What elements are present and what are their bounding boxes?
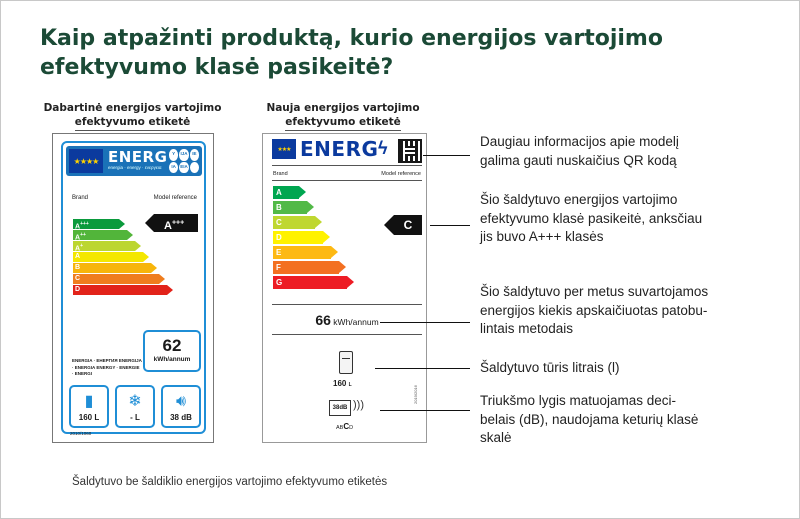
- page-title: Kaip atpažinti produktą, kurio energijos vartojimo efektyvumo klasė pasikeitė?: [40, 26, 663, 80]
- language-badge: [190, 162, 199, 174]
- new-energ-text: ENERG: [300, 137, 379, 161]
- old-freezer-value: - L: [130, 413, 140, 422]
- language-badge: IE: [190, 149, 199, 161]
- new-kwh-unit: kWh/annum: [333, 317, 379, 327]
- language-badge: Y: [169, 149, 178, 161]
- divider: [272, 304, 422, 305]
- annotation-qr: [480, 133, 780, 170]
- old-volume-value: 160 L: [78, 413, 100, 422]
- language-badge: ΕΙΑ: [179, 162, 188, 174]
- annotation-class-line2: efektyvumo klasė pasikeitė, anksčiau: [480, 210, 703, 226]
- annotation-energy-line1: Šio šaldytuvo per metus suvartojamos: [480, 284, 709, 299]
- old-class-bar: A++: [73, 230, 127, 240]
- divider: [272, 165, 422, 166]
- callout-line-volume: [375, 368, 470, 369]
- fridge-icon: [339, 351, 353, 374]
- old-class-bar: C: [73, 274, 159, 284]
- regulation-code: 2019/2016: [413, 385, 418, 404]
- annotation-class-line3: jis buvo A+++ klasės: [480, 229, 604, 244]
- old-noise-box: [161, 385, 201, 428]
- new-volume: [333, 379, 352, 388]
- old-regulation: 2010/1060: [70, 431, 92, 436]
- annotation-energy-line3: lintais metodais: [480, 321, 574, 336]
- new-energy-label: [262, 133, 427, 443]
- language-badge: IA: [169, 162, 178, 174]
- annotation-noise-line3: skalė: [480, 430, 512, 445]
- qr-code-icon: [398, 139, 422, 163]
- annotation-energy-line2: energijos kiekis apskaičiuotas patobu-: [480, 302, 708, 318]
- old-kwh-unit: kWh/annum: [153, 356, 191, 363]
- new-class-bar: D: [273, 231, 323, 244]
- noise-classes-before: AB: [336, 425, 344, 431]
- annotation-volume-line1: Šaldytuvo tūris litrais (l): [480, 360, 620, 375]
- callout-line-class: [430, 225, 470, 226]
- old-freezer-box: [115, 385, 155, 428]
- snowflake-icon: ❄: [128, 393, 142, 410]
- divider: [272, 180, 422, 181]
- speaker-icon: 🔊︎: [175, 393, 187, 410]
- new-brand-label: Brand: [273, 171, 288, 177]
- old-energ-subtitle: energia · energy · ενεργεια: [108, 165, 162, 170]
- callout-line-noise: [380, 410, 470, 411]
- old-energy-label: [52, 133, 214, 443]
- annotation-noise-line1: Triukšmo lygis matuojamas deci-: [480, 393, 677, 408]
- new-label-heading-line1: Nauja energijos vartojimo: [266, 102, 420, 114]
- old-rating-text: A+++: [164, 219, 185, 232]
- annotation-qr-line1: Daugiau informacijos apie modelį: [480, 134, 679, 149]
- old-label-header: [66, 146, 202, 176]
- bottle-icon: ▮: [84, 393, 94, 410]
- eu-flag-icon: ★★★★: [69, 149, 103, 173]
- noise-classes-after: D: [349, 425, 354, 431]
- annotation-noise: [480, 392, 780, 448]
- old-class-bar: D: [73, 285, 167, 295]
- divider: [272, 334, 422, 335]
- new-model-label: Model reference: [381, 171, 421, 177]
- annotation-qr-line2: galima gauti nuskaičius QR kodą: [480, 152, 677, 168]
- old-class-bar: B: [73, 263, 151, 273]
- new-label-heading-line2: efektyvumo etiketė: [285, 115, 401, 131]
- figure-caption: Šaldytuvo be šaldiklio energijos vartojimo efektyvumo etiketės: [72, 476, 388, 488]
- annotation-volume: [480, 359, 780, 378]
- old-kwh-box: [143, 330, 201, 372]
- new-rating-arrow: [394, 215, 422, 235]
- old-energy-languages: ENERGIA · ЕНЕРГИЯ ENERGIJA · ENERGIA ENERGY · ENERGIE · ENERGI: [72, 358, 142, 376]
- old-class-bar: A+: [73, 241, 135, 251]
- annotation-class: [480, 191, 780, 247]
- sound-waves-icon: ))): [353, 399, 364, 411]
- language-badge: IJA: [179, 149, 188, 161]
- old-label-heading-line2: efektyvumo etiketė: [75, 115, 191, 131]
- new-class-bar: A: [273, 186, 299, 199]
- new-kwh-row: [273, 312, 421, 328]
- new-volume-value: 160: [333, 379, 347, 388]
- old-label-border: [61, 141, 206, 434]
- new-rating-text: C: [403, 218, 413, 232]
- lightning-icon: ϟ: [378, 138, 388, 158]
- new-volume-unit: L: [348, 382, 352, 388]
- language-badges: [169, 149, 199, 173]
- new-class-bar: C: [273, 216, 315, 229]
- annotation-noise-line2: belais (dB), naudojama keturių klasė: [480, 411, 699, 427]
- old-label-heading: [30, 101, 235, 131]
- new-class-bar: G: [273, 276, 347, 289]
- new-class-scale: [273, 186, 347, 291]
- new-label-heading: [243, 101, 443, 131]
- new-class-bar: B: [273, 201, 307, 214]
- annotation-energy: [480, 283, 780, 339]
- old-kwh-value: 62: [162, 336, 182, 355]
- callout-line-energy: [380, 322, 470, 323]
- old-label-heading-line1: Dabartinė energijos vartojimo: [43, 102, 222, 114]
- speaker-icon: [329, 400, 351, 416]
- old-noise-value: 38 dB: [170, 413, 192, 422]
- new-class-bar: F: [273, 261, 339, 274]
- new-brand-row: [273, 171, 421, 177]
- noise-class: C: [343, 422, 350, 431]
- old-class-bar: A+++: [73, 219, 119, 229]
- new-kwh-value: 66: [315, 312, 331, 328]
- old-volume-box: [69, 385, 109, 428]
- old-brand-row: [72, 195, 197, 201]
- old-brand-label: Brand: [72, 195, 89, 201]
- old-class-bar: A: [73, 252, 143, 262]
- callout-line-qr: [423, 155, 470, 156]
- annotation-class-line1: Šio šaldytuvo energijos vartojimo: [480, 192, 678, 207]
- new-noise-value: 38dB: [332, 405, 348, 411]
- old-model-label: Model reference: [153, 195, 197, 201]
- new-class-bar: E: [273, 246, 331, 259]
- noise-class-scale: [336, 422, 353, 431]
- eu-flag-icon: ★★★: [272, 139, 296, 159]
- old-rating-arrow: [154, 214, 198, 232]
- old-energ-text: ENERG: [108, 148, 168, 166]
